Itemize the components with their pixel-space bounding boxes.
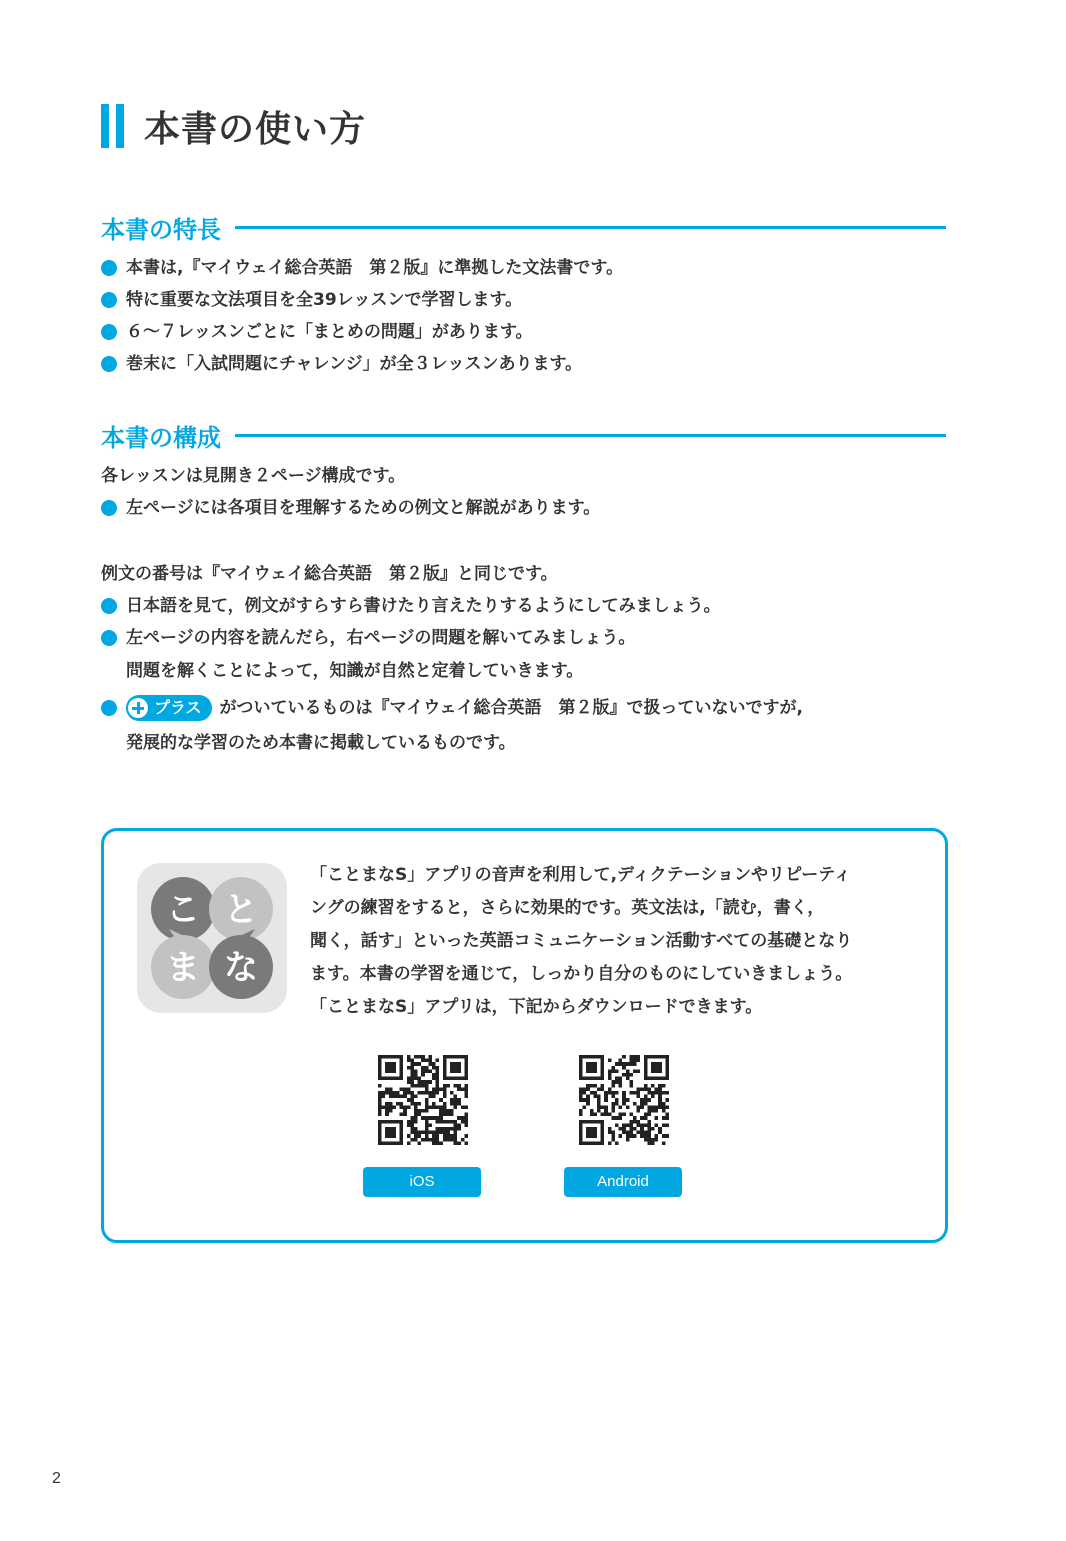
features-heading: [101, 210, 946, 244]
plus-badge: [126, 695, 212, 721]
app-description-line: ます。本書の学習を通じて，しっかり自分のものにしていきましょう。: [310, 964, 853, 984]
bullet-dot-icon: [101, 356, 117, 372]
bullet-dot-icon: [101, 500, 117, 516]
structure-heading-rule: [235, 434, 946, 437]
bullet-dot-icon: [101, 324, 117, 340]
page-number: 2: [52, 1470, 61, 1487]
bullet-dot-icon: [101, 700, 117, 716]
plus-badge-label: プラス: [154, 698, 202, 717]
structure-bullet-plus: プラス がついているものは『マイウェイ総合英語 第２版』で扱っていないですが,: [101, 695, 803, 721]
app-info-box: [101, 828, 948, 1243]
structure-bullet-plus-cont: 発展的な学習のため本書に掲載しているものです。: [126, 733, 516, 753]
structure-intro: 各レッスンは見開き２ページ構成です。: [101, 466, 406, 486]
page-title-block: [101, 100, 366, 152]
app-description: [310, 859, 920, 1024]
structure-bullet-right-page-cont: 問題を解くことによって，知識が自然と定着していきます。: [126, 661, 584, 681]
ios-download-button[interactable]: iOS: [363, 1167, 481, 1197]
bullet-dot-icon: [101, 292, 117, 308]
plus-icon: [128, 698, 148, 718]
structure-heading: [101, 418, 946, 452]
features-bullet-4: 巻末に「入試問題にチャレンジ」が全３レッスンあります。: [101, 352, 582, 376]
bullet-dot-icon: [101, 630, 117, 646]
features-bullet-2: 特に重要な文法項目を全39レッスンで学習します。: [101, 288, 522, 312]
structure-bullet-practice: 日本語を見て，例文がすらすら書けたり言えたりするようにしてみましょう。: [101, 594, 721, 618]
speech-bubbles-icon: [137, 863, 287, 1013]
android-download-button[interactable]: Android: [564, 1167, 682, 1197]
app-description-line: 聞く，話す」といった英語コミュニケーション活動すべての基礎となり: [310, 931, 853, 951]
bullet-dot-icon: [101, 598, 117, 614]
icon-char-ma: ま: [166, 948, 200, 988]
structure-bullet-left-page: 左ページには各項目を理解するための例文と解説があります。: [101, 496, 600, 520]
icon-char-ko: こ: [166, 890, 200, 930]
icon-char-to: と: [224, 890, 258, 930]
icon-char-na: な: [224, 948, 258, 988]
android-qr-code[interactable]: [579, 1055, 669, 1145]
structure-heading-label: 本書の構成: [101, 423, 221, 452]
structure-bullet-right-page: 左ページの内容を読んだら，右ページの問題を解いてみましょう。: [101, 626, 635, 650]
title-bars-icon: [101, 104, 124, 148]
kotomana-app-icon: [137, 863, 287, 1013]
page-title: 本書の使い方: [144, 108, 367, 150]
app-description-line: ングの練習をすると，さらに効果的です。英文法は,「読む，書く，: [310, 898, 825, 918]
features-bullet-1: 本書は,『マイウェイ総合英語 第２版』に準拠した文法書です。: [101, 256, 623, 280]
features-bullet-3: ６〜７レッスンごとに「まとめの問題」があります。: [101, 320, 532, 344]
app-description-line: 「ことまなS」アプリは，下記からダウンロードできます。: [310, 997, 763, 1017]
examples-note: 例文の番号は『マイウェイ総合英語 第２版』と同じです。: [101, 564, 558, 584]
features-heading-label: 本書の特長: [101, 215, 221, 244]
bullet-dot-icon: [101, 260, 117, 276]
ios-qr-code[interactable]: [378, 1055, 468, 1145]
app-description-line: 「ことまなS」アプリの音声を利用して,ディクテーションやリピーティ: [310, 865, 851, 885]
features-heading-rule: [235, 226, 946, 229]
